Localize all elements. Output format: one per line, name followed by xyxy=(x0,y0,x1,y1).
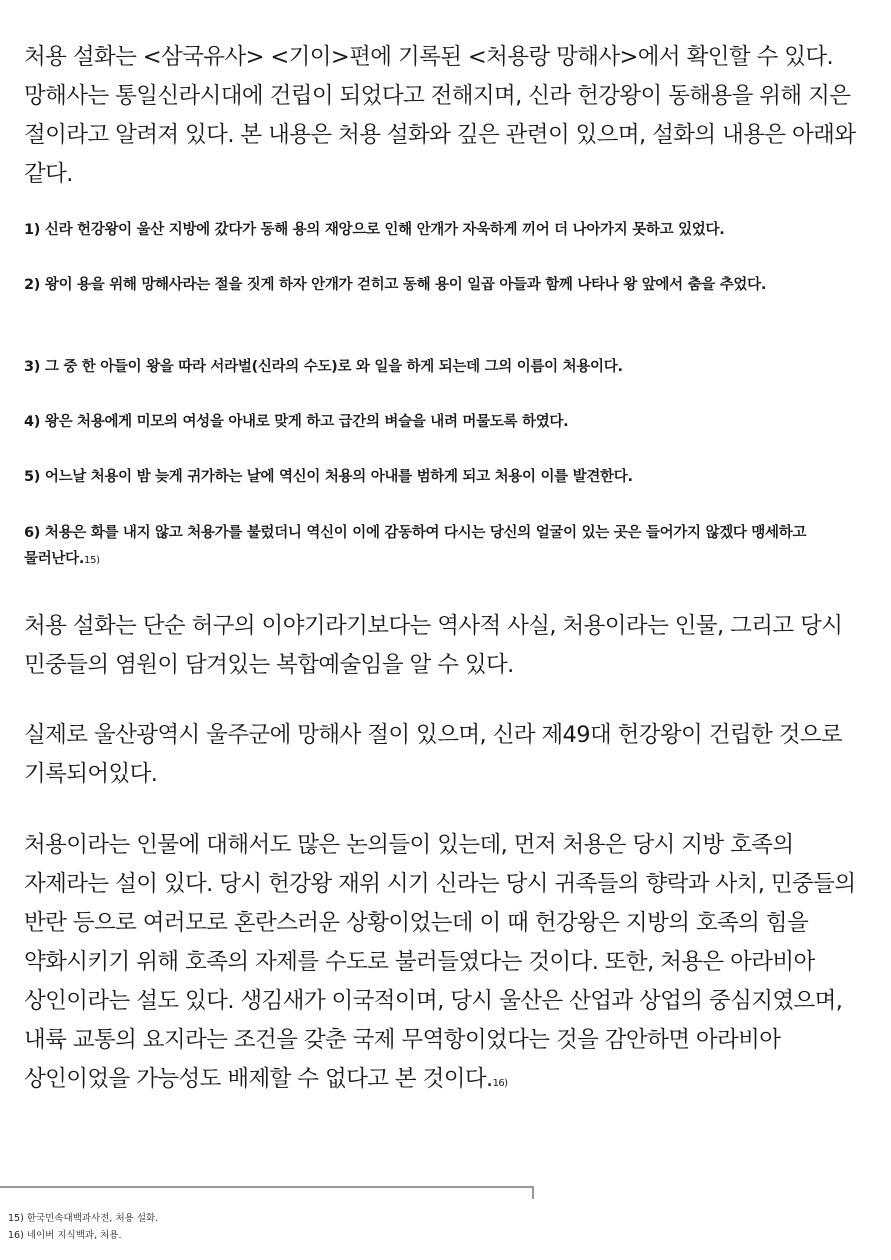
footnote-ref-15[interactable]: 15) xyxy=(84,555,100,566)
summary-item-2: 2) 왕이 용을 위해 망해사라는 절을 짓게 하자 안개가 걷히고 동해 용이 일곱 아들과 함께 나타나 왕 앞에서 춤을 추었다. xyxy=(24,277,767,293)
footnote-divider-tick xyxy=(532,1187,534,1199)
summary-item-1: 1) 신라 헌강왕이 울산 지방에 갔다가 동해 용의 재앙으로 인해 안개가 자욱하게 끼어 더 나아가지 못하고 있었다. xyxy=(24,222,725,238)
footnote-15: 15) 한국민속대백과사전, 처용 설화. xyxy=(8,1213,159,1224)
footnote-divider xyxy=(0,1186,534,1188)
paragraph-3: 실제로 울산광역시 울주군에 망해사 절이 있으며, 신라 제49대 헌강왕이 건립한 것으로 기록되어있다. xyxy=(24,722,843,787)
footnote-16: 16) 네이버 지식백과, 처용. xyxy=(8,1230,122,1241)
summary-item-5: 5) 어느날 처용이 밤 늦게 귀가하는 날에 역신이 처용의 아내를 범하게 되고 처용이 이를 발견한다. xyxy=(24,469,633,485)
paragraph-2: 처용 설화는 단순 허구의 이야기라기보다는 역사적 사실, 처용이라는 인물, 그리고 당시 민중들의 염원이 담겨있는 복합예술임을 알 수 있다. xyxy=(24,613,843,678)
intro-paragraph: 처용 설화는 <삼국유사> <기이>편에 기록된 <처용랑 망해사>에서 확인할 수 있다. 망해사는 통일신라시대에 건립이 되었다고 전해지며, 신라 헌강왕이 동해용을 위해 지은 절이라고 알려져 있다. 본 내용은 처용 설화와 깊은 관련이 있으며, 설화의 내용은 아래와 같다. xyxy=(24,44,856,187)
paragraph-4-text: 처용이라는 인물에 대해서도 많은 논의들이 있는데, 먼저 처용은 당시 지방 호족의 자제라는 설이 있다. 당시 헌강왕 재위 시기 신라는 당시 귀족들의 향락과 사치, 민중들의 반란 등으로 여러모로 혼란스러운 상황이었는데 이 때 헌강왕은 지방의 호족의 힘을 약화시키기 위해 호족의 자제를 수도로 불러들였다는 것이다. 또한, 처용은 아라비아 상인이라는 설도 있다. 생김새가 이국적이며, 당시 울산은 산업과 상업의 중심지였으며, 내륙 교통의 요지라는 조건을 갖춘 국제 무역항이었다는 것을 감안하면 아라비아 상인이었을 가능성도 배제할 수 없다고 본 것이다. xyxy=(24,832,856,1092)
summary-item-4: 4) 왕은 처용에게 미모의 여성을 아내로 맞게 하고 급간의 벼슬을 내려 머물도록 하였다. xyxy=(24,414,569,430)
footnote-ref-16[interactable]: 16) xyxy=(492,1078,508,1089)
summary-item-6-text: 6) 처용은 화를 내지 않고 처용가를 불렀더니 역신이 이에 감동하여 다시는 당신의 얼굴이 있는 곳은 들어가지 않겠다 맹세하고 물러난다. xyxy=(24,525,807,567)
summary-item-3: 3) 그 중 한 아들이 왕을 따라 서라벌(신라의 수도)로 와 일을 하게 되는데 그의 이름이 처용이다. xyxy=(24,359,623,375)
summary-item-6 xyxy=(24,520,870,574)
paragraph-4 xyxy=(24,826,870,1103)
